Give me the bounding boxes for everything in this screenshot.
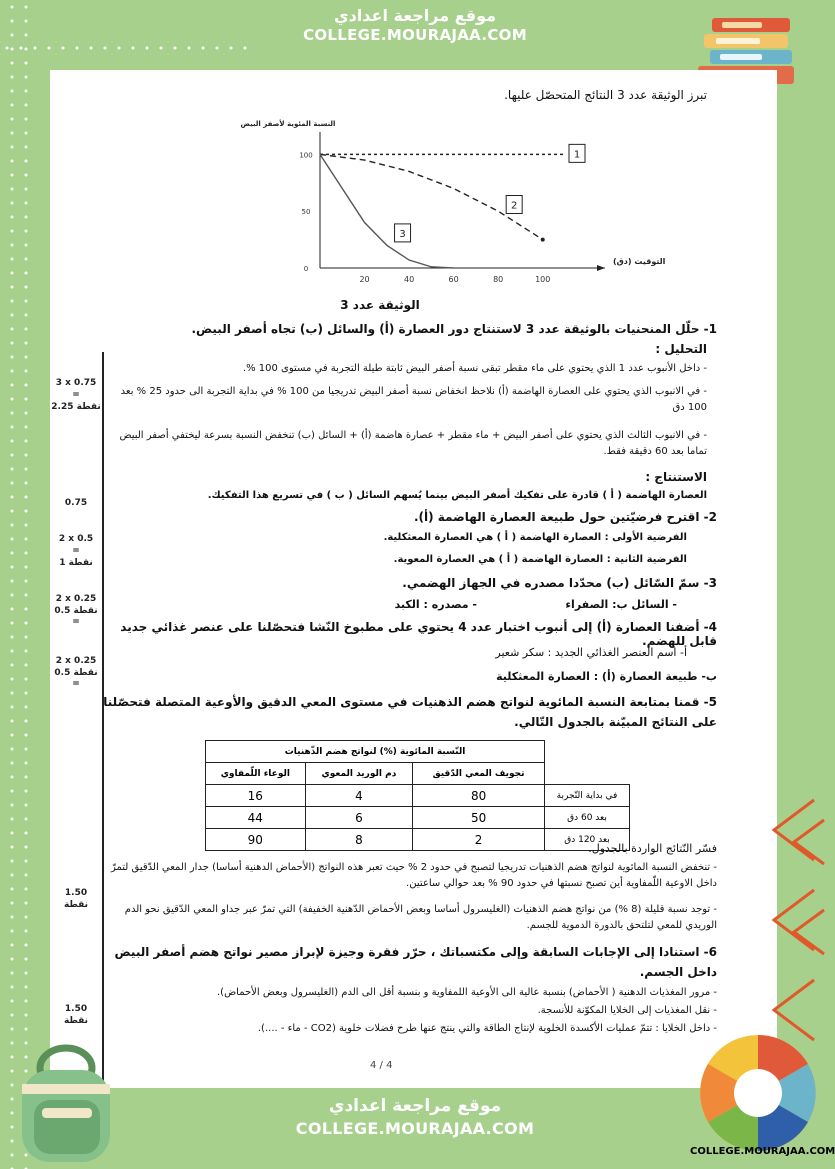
cell-lymph-2: 90 [206,829,306,851]
paragraph-point-2: - نقل المغذيات إلى الخلايا المكوّنة للأنسجة. [537,1005,717,1016]
explanation-2: - توجد نسبة قليلة (8 %) من نواتج هضم الذهنيات (الغليسرول أساسا وبعض الأحماض الدّهنية الخفيفة) التي تمرّ عبر جداو المعي الدّقيق نحو الدم الوريدي للمعي لتلتحق بالدورة الدموية للجسم. [124,904,717,931]
mark-q2-formula: 2 x 0.5 [58,534,94,544]
cell-vein-0: 4 [305,785,413,807]
paragraph-point-1: - مرور المغذيات الدهنية ( الأحماض) بنسبة عالية الى الأوعية اللمفاوية و بنسبة أقل الى الدم (الغليسرول وبعض الأحماض). [216,987,717,998]
mark-q4-total: نقطة 0.5 = [54,668,98,689]
banner-arabic-bottom: موقع مراجعة اعدادي [328,1096,502,1116]
document-intro: تبرز الوثيقة عدد 3 النتائج المتحصّل عليها. [504,88,707,102]
question-6: 6- استنادا إلى الإجابات السابقة وإلى مكتسباتك ، حرّر فقرة وجيزة لإبراز مصير نواتج هضم أصفر البيض داخل الجسم. [114,945,717,979]
table-row [206,807,630,829]
mark-q6-value: 1.50 [64,1004,88,1014]
site-banner-top [270,6,560,44]
mark-q3-total: نقطة 0.5 = [54,606,98,627]
answer-4a: أ- اسم العنصر الغذائي الجديد : سكر شعير [495,646,687,659]
mark-q1-total: نقطة 2.25 [51,402,101,412]
series-label: 2 [510,200,518,212]
table-header-intestine: تجويف المعي الدّقيق [413,763,545,785]
mark-q5-value: 1.50 [64,888,88,898]
analysis-point-1: - داخل الأنبوب عدد 1 الذي يحتوي على ماء مقطر تبقى نسبة أصفر البيض ثابتة طيلة التجربة في مستوى 100 %. [242,363,707,374]
page-number: 4 / 4 [370,1060,393,1071]
cell-lymph-1: 44 [206,807,306,829]
mark-q4-formula: 2 x 0.25 [55,656,97,666]
logo-site-label[interactable]: COLLEGE.MOURAJAA.COM [690,1146,835,1157]
x-tick-label: 40 [403,275,415,284]
dotted-border-left-inner [24,0,28,1169]
chevron-decoration-icon [734,790,826,1060]
cell-vein-1: 6 [305,807,413,829]
question-1: 1- حلّل المنحنيات بالوثيقة عدد 3 لاستنتاج دور العصارة (أ) والسائل (ب) تجاه أصفر البيض. [191,322,717,336]
mark-q1-equals: = [72,390,80,400]
hypothesis-2: الفرضية الثانية : العصارة الهاضمة ( أ ) هي العصارة المعوية. [393,554,687,565]
conclusion-title: الاستنتاج : [645,470,707,484]
question-3: 3- سمّ السّائل (ب) محدّدا مصدره في الجهاز الهضمي. [402,576,717,590]
series-label: 3 [399,228,406,240]
series-label: 1 [573,149,581,161]
table-title: النّسبة المائوية (%) لنواتج هضم الذّهنيات [206,741,545,763]
banner-url-bottom[interactable]: COLLEGE.MOURAJAA.COM [295,1119,535,1138]
series-2-endpoint [541,238,545,242]
x-tick-label: 100 [535,275,551,284]
cell-lymph-0: 16 [206,785,306,807]
mark-q1-conclusion: 0.75 [64,498,88,508]
analysis-point-2: - في الانبوب الذي يحتوي على العصارة الهاضمة (أ) نلاحظ انخفاض نسبة أصفر البيض تدريجيا من 100 % في بداية التجربة الى حدود 25 % بعد 100 دق [120,386,707,413]
mark-q3-formula: 2 x 0.25 [55,594,97,604]
dotted-border-top [0,46,250,50]
x-axis-label: التوقيت (دق) [613,257,666,266]
y-axis-label: النسبة المئوية لأصفر البيض [240,120,336,128]
mark-q1-formula: 3 x 0.75 [55,378,97,388]
answer-4b: ب- طبيعة العصارة (أ) : العصارة المعثكلية [496,670,717,683]
table-row [206,785,630,807]
cell-intestine-0: 80 [413,785,545,807]
table-header-vein: دم الوريد المعوي [305,763,413,785]
grading-column [50,352,104,1116]
cell-vein-2: 8 [305,829,413,851]
mark-q2-total: 1 نقطة [59,558,93,568]
table-header-lymph: الوعاء اللّمفاوي [206,763,306,785]
y-tick-label: 0 [303,265,309,273]
table-corner-2 [545,763,630,785]
banner-arabic: موقع مراجعة اعدادي [333,6,497,25]
explanation-1: - تنخفض النسبة المائوية لنواتج هضم الذهنيات تدريجيا لتصبح في حدود 2 % حيث تعبر هذه النواتج (الأحماض الدهنية أساسا) جدار المعي الدّقيق لتمرّ داخل الاوعية اللّمفاوية أين تصبح نسبتها في حدود 90 % بعد حوالي ساعتين. [110,862,717,889]
question-2: 2- اقترح فرضيّتين حول طبيعة العصارة الهاضمة (أ). [413,510,717,524]
row-label-1: بعد 60 دق [545,807,630,829]
row-label-2: بعد 120 دق [545,829,630,851]
results-table [205,740,630,851]
answer-source: - مصدره : الكبد [394,598,477,611]
line-chart [230,112,666,302]
question-4: 4- أضفنا العصارة (أ) إلى أنبوب اختبار عدد 4 يحتوي على مطبوخ النّشا فتحصّلنا على عنصر غذائي جديد قابل للهضم. [120,620,717,648]
backpack-icon [8,1040,118,1165]
table-instruction: فسّر النّتائج الواردة بالجدول. [588,842,717,855]
series-line-3 [320,154,454,268]
x-tick-label: 80 [493,275,504,284]
row-label-0: في بداية التّجربة [545,785,630,807]
hypothesis-1: الفرضية الأولى : العصارة الهاضمة ( أ ) هي العصارة المعثكلية. [383,532,687,543]
x-tick-label: 60 [448,275,459,284]
exam-page [50,70,777,1088]
mark-q2-equals: = [72,546,80,556]
site-banner-bottom [270,1096,560,1138]
dotted-border-left [10,0,14,1169]
paragraph-point-3: - داخل الخلايا : تتمّ عمليات الأكسدة الخلوية لإنتاج الطاقة والتي ينتج عنها طرح فضلات خلوية (CO2 - ماء - ....). [257,1023,717,1034]
answer-fluid: - السائل ب: الصفراء [565,598,677,611]
cell-intestine-1: 50 [413,807,545,829]
site-logo-icon [698,1033,818,1153]
x-axis-arrow [597,265,605,271]
y-tick-label: 50 [301,208,311,217]
x-tick-label: 20 [359,275,370,284]
cell-intestine-2: 2 [413,829,545,851]
mark-q6-unit: نقطة [63,1016,89,1026]
analysis-title: التحليل : [655,342,707,356]
table-corner [545,741,630,763]
chart-caption: الوثيقة عدد 3 [340,298,420,312]
analysis-point-3: - في الانبوب الثالث الذي يحتوي على أصفر البيض + ماء مقطر + عصارة هاضمة (أ) + السائل (ب) تنخفض النسبة بسرعة ليختفي أصفر البيض تماما بعد 60 دقيقة فقط. [119,430,707,457]
mark-q5-unit: نقطة [63,900,89,910]
banner-url[interactable]: COLLEGE.MOURAJAA.COM [303,26,527,44]
y-tick-label: 100 [299,151,313,160]
conclusion-text: العصارة الهاضمة ( أ ) قادرة على تفكيك أصفر البيض بينما يُسهم السائل ( ب ) في تسريع هذا التفكيك. [207,490,707,501]
question-5: 5- قمنا بمتابعة النسبة المائوية لنواتج هضم الذهنيات في مستوى المعي الدقيق والأوعية المتصلة فتحصّلنا على النتائج المبيّنة بالجدول التّالي. [103,695,717,729]
